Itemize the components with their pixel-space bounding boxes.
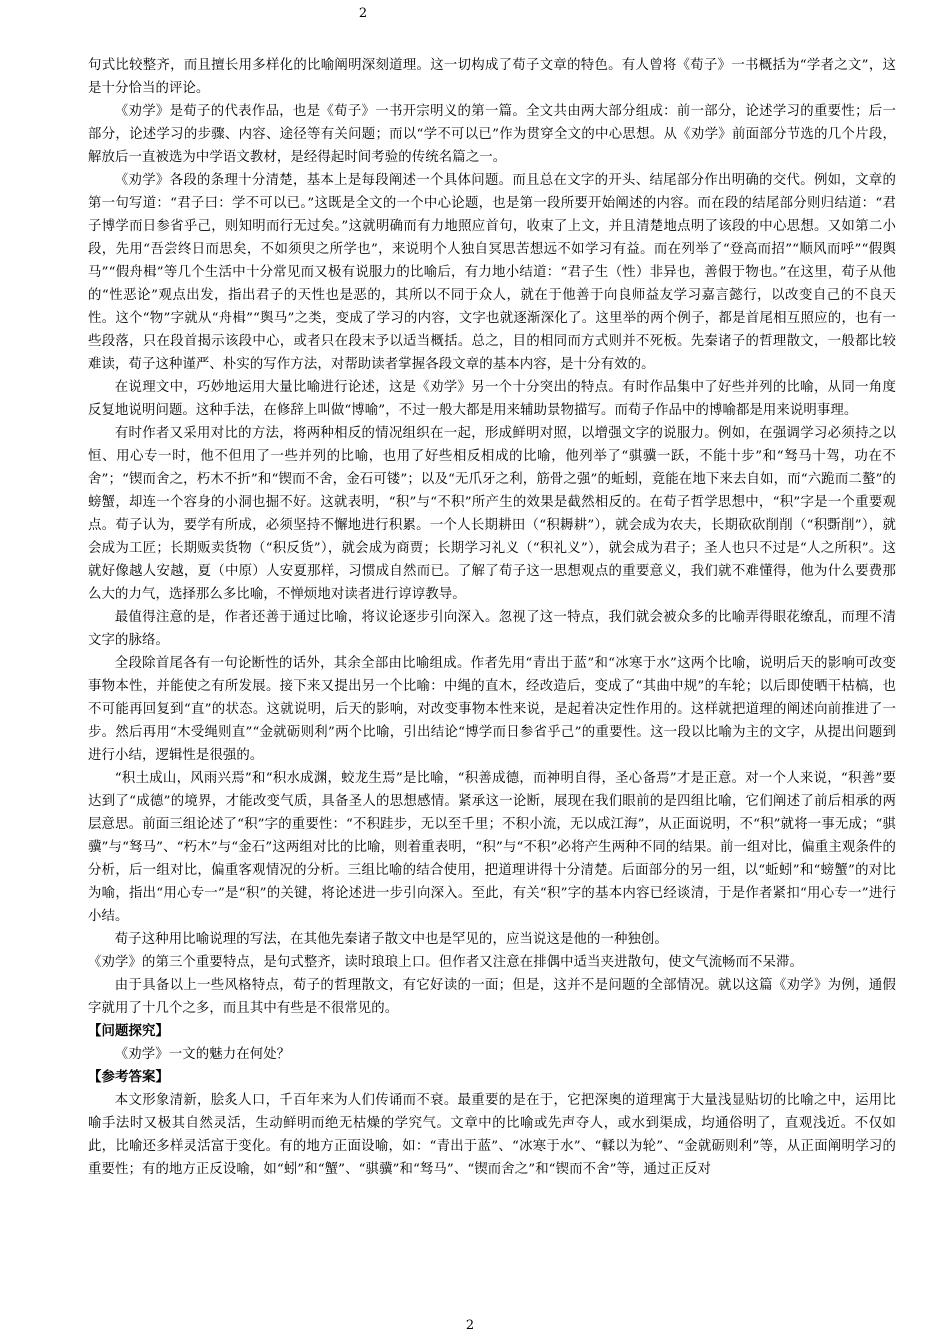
paragraph: 最值得注意的是，作者还善于通过比喻，将议论逐步引向深入。忽视了这一特点，我们就会被众多的比喻弄得眼花缭乱，而理不清文字的脉络。 bbox=[88, 610, 896, 648]
section-heading-answer: 【参考答案】 bbox=[88, 1069, 169, 1085]
paragraph: 全段除首尾各有一句论断性的话外，其余全部由比喻组成。作者先用“青出于蓝”和“冰寒于水”这两个比喻，说明后天的影响可改变事物本性，并能使之有所发展。接下来又提出另一个比喻：中绳的直木，经改造后，变成了“其曲中规”的车轮；以后即使晒干枯槁，也不可能再回复到“直”的状态。这就说明，后天的影响，对改变事物本性来说，是起着决定性作用的。这样就把道理的阐述向前推进了一步。然后再用“木受绳则直”“金就砺则利”两个比喻，引出结论“博学而日参省乎己”的重要性。这一段以比喻为主的文字，从提出问题到进行小结，逻辑性是很强的。 bbox=[88, 656, 896, 763]
page-number-top: 2 bbox=[358, 6, 368, 21]
section-heading-question: 【问题探究】 bbox=[88, 1023, 169, 1039]
paragraph: 《劝学》各段的条理十分清楚，基本上是每段阐述一个具体问题。而且总在文字的开头、结尾部分作出明确的交代。例如，文章的第一句写道：“君子曰：学不可以已。”这既是全文的一个中心论题，也是第一段所要开始阐述的内容。而在段的结尾部分则归结道：“君子博学而日参省乎己，则知明而行无过矣。”这就明确而有力地照应首句，收束了上文，并且清楚地点明了该段的中心思想。又如第二小段，先用“吾尝终日而思矣，不如须臾之所学也”，来说明个人独自冥思苦想远不如学习有益。而在列举了“登高而招”“顺风而呼”“假舆马”“假舟楫”等几个生活中十分常见而又极有说服力的比喻后，有力地小结道：“君子生（性）非异也，善假于物也。”在这里，荀子从他的“性恶论”观点出发，指出君子的天性也是恶的，其所以不同于众人，就在于他善于向良师益友学习嘉言懿行，以改变自己的不良天性。这个“物”字就从“舟楫”“舆马”之类，变成了学习的内容，文字也就逐渐深化了。这里举的两个例子，都是首尾相互照应的，也有一些段落，只在段首揭示该段中心，或者只在段末予以适当概括。总之，目的相同而方式则并不死板。先秦诸子的哲理散文，一般都比较难读，荀子这种谨严、朴实的写作方法，对帮助读者掌握各段文章的基本内容，是十分有效的。 bbox=[88, 173, 896, 372]
answer-text: 本文形象清新，脍炙人口，千百年来为人们传诵而不衰。最重要的是在于，它把深奥的道理寓于大量浅显贴切的比喻之中，运用比喻手法时又极其自然灵活，生动鲜明而绝无枯燥的学究气。文章中的比喻或先声夺人，或水到渠成，均通俗明了，直观浅近。不仅如此，比喻还多样灵活富于变化。有的地方正面设喻，如：“青出于蓝”、“冰寒于水”、“輮以为轮”、“金就砺则利”等，从正面阐明学习的重要性；有的地方正反设喻，如“蚓”和“蟹”、“骐骥”和“驽马”、“锲而舍之”和“锲而不舍”等，通过正反对 bbox=[88, 1093, 896, 1177]
paragraph: “积土成山，风雨兴焉”和“积水成渊，蛟龙生焉”是比喻，“积善成德，而神明自得，圣心备焉”才是正意。对一个人来说，“积善”要达到了“成德”的境界，才能改变气质，具备圣人的思想感情。紧承这一论断，展现在我们眼前的是四组比喻，它们阐述了前后相承的两层意思。前面三组论述了“积”字的重要性：“不积跬步，无以至千里；不积小流，无以成江海”，从正面说明，不“积”就将一事无成；“骐骥”与“驽马”、“朽木”与“金石”这两组对比的比喻，则着重表明，“积”与“不积”必将产生两种不同的结果。前一组对比，偏重主观条件的分析，后一组对比，偏重客观情况的分析。三组比喻的结合使用，把道理讲得十分清楚。后面部分的另一组，以“蚯蚓”和“螃蟹”的对比为喻，指出“用心专一”是“积”的关键，将论述进一步引向深入。至此，有关“积”字的基本内容已经谈清，于是作者紧扣“用心专一”进行小结。 bbox=[88, 771, 896, 924]
paragraph: 荀子这种用比喻说理的写法，在其他先秦诸子散文中也是罕见的，应当说这是他的一种独创。 bbox=[114, 932, 668, 947]
paragraph: 《劝学》的第三个重要特点，是句式整齐，读时琅琅上口。但作者又注意在排偶中适当夹进散句，使文气流畅而不呆滞。 bbox=[88, 955, 803, 970]
paragraph: 在说理文中，巧妙地运用大量比喻进行论述，这是《劝学》另一个十分突出的特点。有时作品集中了好些并列的比喻，从同一角度反复地说明问题。这种手法，在修辞上叫做“博喻”，不过一般大都是用来辅助景物描写。而荀子作品中的博喻都是用来说明事理。 bbox=[88, 380, 896, 418]
document-body bbox=[88, 54, 896, 1181]
paragraph: 由于具备以上一些风格特点，荀子的哲理散文，有它好读的一面；但是，这并不是问题的全部情况。就以这篇《劝学》为例，通假字就用了十几个之多，而且其中有些是不很常见的。 bbox=[88, 978, 896, 1016]
paragraph: 有时作者又采用对比的方法，将两种相反的情况组织在一起，形成鲜明对照，以增强文字的说服力。例如，在强调学习必须持之以恒、用心专一时，他不但用了一些并列的比喻，也用了好些相反相成的比喻，他列举了“骐骥一跃，不能十步”和“驽马十驾，功在不舍”；“锲而舍之，朽木不折”和“锲而不舍，金石可镂”；以及“无爪牙之利，筋骨之强”的蚯蚓，竟能在地下来去自如，而“六跪而二螯”的螃蟹，却连一个容身的小洞也掘不好。这就表明，“积”与“不积”所产生的效果是截然相反的。在荀子哲学思想中，“积”字是一个重要观点。荀子认为，要学有所成，必须坚持不懈地进行积累。一个人长期耕田（“积耨耕”），就会成为农夫，长期砍砍削削（“积斲削”），就会成为工匠；长期贩卖货物（“积反货”），就会成为商贾；长期学习礼义（“积礼义”），就会成为君子；圣人也只不过是“人之所积”。这就好像越人安越，夏（中原）人安夏那样，习惯成自然而已。了解了荀子这一思想观点的重要意义，我们就不难懂得，他为什么要费那么大的力气，选择那么多比喻，不惮烦地对读者进行谆谆教导。 bbox=[88, 426, 896, 602]
question-text: 《劝学》一文的魅力在何处？ bbox=[114, 1047, 291, 1062]
page-number-bottom: 2 bbox=[465, 1318, 475, 1333]
paragraph: 句式比较整齐，而且擅长用多样化的比喻阐明深刻道理。这一切构成了荀子文章的特色。有人曾将《荀子》一书概括为“学者之文”，这是十分恰当的评论。 bbox=[88, 58, 896, 96]
paragraph: 《劝学》是荀子的代表作品，也是《荀子》一书开宗明义的第一篇。全文共由两大部分组成：前一部分，论述学习的重要性；后一部分，论述学习的步骤、内容、途径等有关问题；而以“学不可以已”作为贯穿全文的中心思想。从《劝学》前面部分节选的几个片段，解放后一直被选为中学语文教材，是经得起时间考验的传统名篇之一。 bbox=[88, 104, 896, 165]
